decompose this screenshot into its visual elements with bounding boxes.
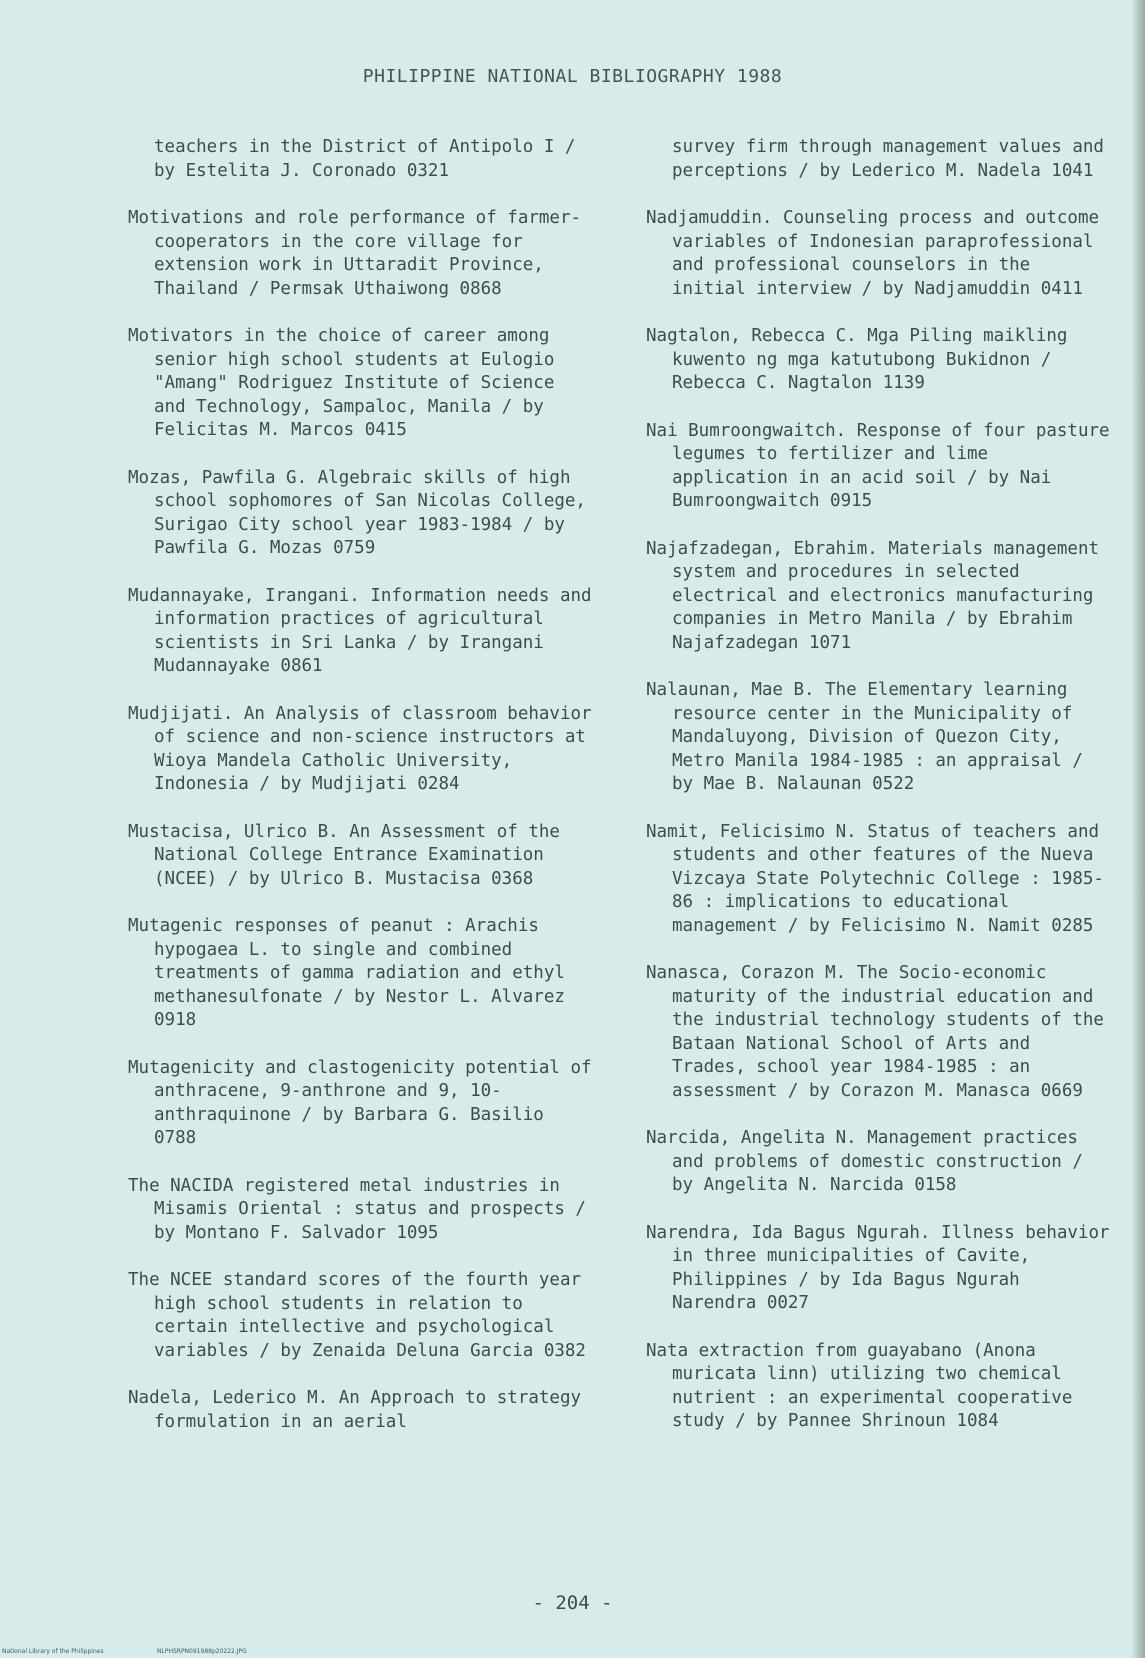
bibliography-entry: The NCEE standard scores of the fourth year high school students in relation to certain intellective and psychological variables / by Zenaida Deluna Garcia 0382 xyxy=(128,1270,586,1361)
page-number: - 204 - xyxy=(532,1592,613,1614)
bibliography-entry: Mozas, Pawfila G. Algebraic skills of high school sophomores of San Nicolas College, Surigao City school year 1983-1984 / by Pawfila G. Mozas 0759 xyxy=(128,467,586,558)
bibliography-entry: Mustacisa, Ulrico B. An Assessment of the National College Entrance Examination (NCEE) / by Ulrico B. Mustacisa 0368 xyxy=(128,821,560,889)
bibliography-entry: Narendra, Ida Bagus Ngurah. Illness behavior in three municipalities of Cavite, Philippines / by Ida Bagus Ngurah Narendra 0027 xyxy=(646,1222,1110,1313)
bibliography-entry: Najafzadegan, Ebrahim. Materials management system and procedures in selected electrical and electronics manufacturing companies in Metro Manila / by Ebrahim Najafzadegan 1071 xyxy=(646,538,1100,653)
bibliography-entry: Nagtalon, Rebecca C. Mga Piling maikling kuwento ng mga katutubong Bukidnon / Rebecca C. Nagtalon 1139 xyxy=(646,326,1068,393)
bibliography-entry: Mudannayake, Irangani. Information needs and information practices of agricultural scientists in Sri Lanka / by Irangani Mudannayake 0861 xyxy=(128,585,592,676)
bibliography-entry: Mutagenicity and clastogenicity potential of anthracene, 9-anthrone and 9, 10-anthraquinone / by Barbara G. Basilio 0788 xyxy=(128,1057,592,1148)
bibliography-entry: The NACIDA registered metal industries in Misamis Oriental : status and prospects / by Montano F. Salvador 1095 xyxy=(128,1175,586,1243)
footer-filename: NLPHSRPN091988p20222.JPG xyxy=(157,1648,247,1655)
bibliography-entry: Mutagenic responses of peanut : Arachis hypogaea L. to single and combined treatments of gamma radiation and ethyl methanesulfonate / by Nestor L. Alvarez 0918 xyxy=(128,916,565,1030)
bibliography-entry: Nadela, Lederico M. An Approach to strategy formulation in an aerial xyxy=(128,1388,582,1432)
bibliography-entry: Narcida, Angelita N. Management practices and problems of domestic construction / by Angelita N. Narcida 0158 xyxy=(646,1128,1083,1195)
page-edge-shadow xyxy=(1131,0,1145,1658)
bibliography-entry: Nanasca, Corazon M. The Socio-economic maturity of the industrial education and the industrial technology students of the Bataan National School of Arts and Trades, school year 1984-1985 : an assessment / by Corazon M. Manasca 0669 xyxy=(646,963,1104,1101)
bibliography-entry: teachers in the District of Antipolo I / by Estelita J. Coronado 0321 xyxy=(154,137,576,181)
bibliography-entry: Namit, Felicisimo N. Status of teachers and students and other features of the Nueva Vizcaya State Polytechnic College : 1985-86 : implications to educational management / by Felicisimo N. Namit 0285 xyxy=(646,821,1104,936)
bibliography-entry: Mudjijati. An Analysis of classroom behavior of science and non-science instructors at Wioya Mandela Catholic University, Indonesia / by Mudjijati 0284 xyxy=(128,703,592,794)
bibliography-entry: Nata extraction from guayabano (Anona muricata linn) utilizing two chemical nutrient : an experimental cooperative study / by Pannee Shrinoun 1084 xyxy=(646,1340,1073,1431)
bibliography-entry: survey firm through management values and perceptions / by Lederico M. Nadela 1041 xyxy=(672,137,1104,181)
bibliography-entry: Nai Bumroongwaitch. Response of four pasture legumes to fertilizer and lime application in an acid soil / by Nai Bumroongwaitch 0915 xyxy=(646,420,1110,511)
bibliography-entry: Motivations and role performance of farmer-cooperators in the core village for extension work in Uttaradit Province, Thailand / Permsak Uthaiwong 0868 xyxy=(128,208,582,299)
right-column xyxy=(646,136,1114,1458)
page-header: PHILIPPINE NATIONAL BIBLIOGRAPHY 1988 xyxy=(362,66,783,87)
footer-library-credit: National Library of the Philippines xyxy=(2,1648,104,1655)
bibliography-entry: Nalaunan, Mae B. The Elementary learning resource center in the Municipality of Mandaluyong, Division of Quezon City, Metro Manila 1984-1985 : an appraisal / by Mae B. Nalaunan 0522 xyxy=(646,680,1083,794)
bibliography-entry: Nadjamuddin. Counseling process and outcome variables of Indonesian paraprofessional and professional counselors in the initial interview / by Nadjamuddin 0411 xyxy=(646,208,1100,299)
bibliography-entry: Motivators in the choice of career among senior high school students at Eulogio "Amang" Rodriguez Institute of Science and Technology, Sampaloc, Manila / by Felicitas M. Marcos 0415 xyxy=(128,326,555,440)
left-column xyxy=(128,136,596,1458)
